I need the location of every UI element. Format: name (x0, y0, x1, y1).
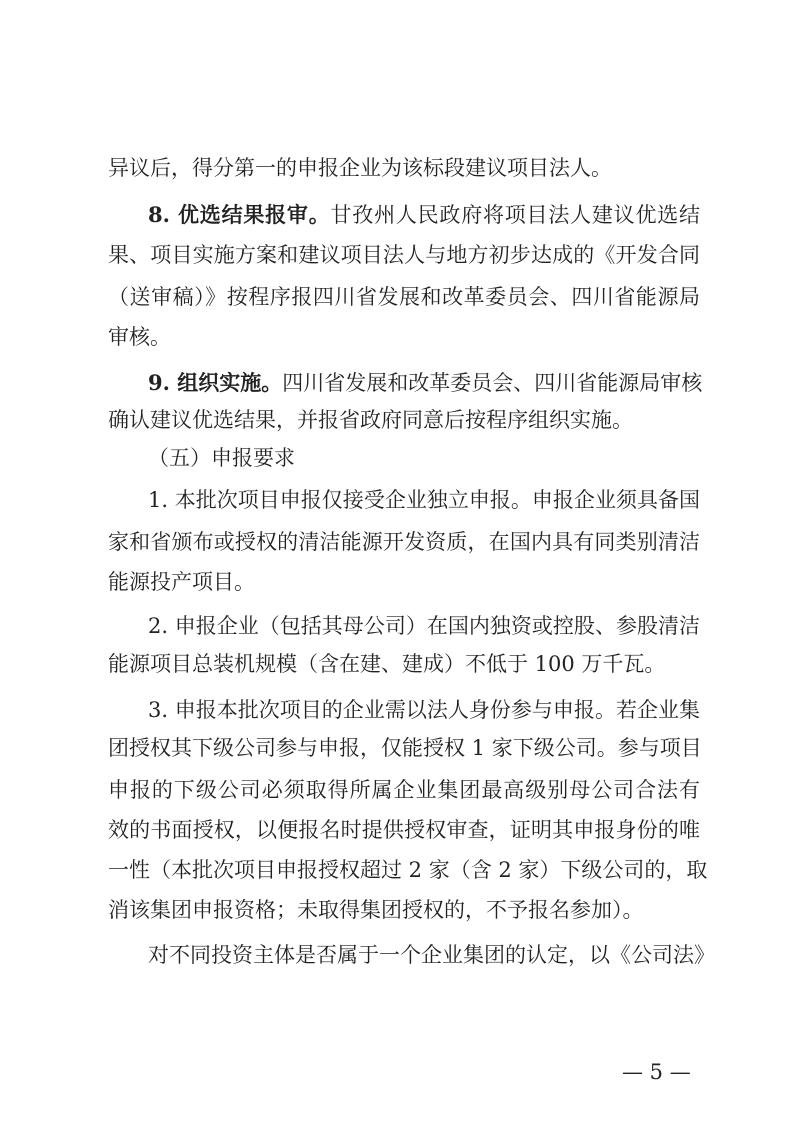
paragraph-line: 3. 申报本批次项目的企业需以法人身份参与申报。若企业集 (148, 698, 700, 722)
section-heading: （五）申报要求 (148, 446, 295, 470)
paragraph-line: 确认建议优选结果，并报省政府同意后按程序组织实施。 (108, 408, 633, 432)
item-9-heading: 9. 组织实施。 (148, 370, 283, 395)
paragraph-line: 消该集团申报资格；未取得集团授权的，不予报名参加）。 (108, 898, 644, 922)
paragraph-line: 团授权其下级公司参与申报，仅能授权 1 家下级公司。参与项目 (108, 736, 702, 760)
paragraph-line: 能源投产项目。 (108, 570, 255, 594)
page-number: — 5 — (622, 1060, 691, 1084)
paragraph-line: 2. 申报企业（包括其母公司）在国内独资或控股、参股清洁 (148, 614, 700, 638)
item-8-heading: 8. 优选结果报审。 (148, 202, 331, 227)
paragraph-line: （送审稿）》按程序报四川省发展和改革委员会、四川省能源局 (108, 285, 700, 309)
paragraph-line: 审核。 (108, 325, 171, 349)
item-9-text: 四川省发展和改革委员会、四川省能源局审核 (282, 371, 703, 395)
paragraph-line: 申报的下级公司必须取得所属企业集团最高级别母公司合法有 (108, 778, 700, 802)
paragraph-line: 对不同投资主体是否属于一个企业集团的认定，以《公司法》 (148, 943, 715, 967)
item-8-text: 甘孜州人民政府将项目法人建议优选结 (330, 203, 701, 227)
item-9-line (148, 369, 703, 397)
paragraph-line: 异议后，得分第一的申报企业为该标段建议项目法人。 (108, 156, 612, 180)
paragraph-line: 果、项目实施方案和建议项目法人与地方初步达成的《开发合同 (108, 243, 700, 267)
paragraph-line: 家和省颁布或授权的清洁能源开发资质，在国内具有同类别清洁 (108, 530, 700, 554)
paragraph-line: 能源项目总装机规模（含在建、建成）不低于 100 万千瓦。 (108, 652, 666, 676)
item-8-line (148, 201, 700, 229)
paragraph-line: 效的书面授权，以便报名时提供授权审查，证明其申报身份的唯 (108, 818, 700, 842)
paragraph-line: 1. 本批次项目申报仅接受企业独立申报。申报企业须具备国 (148, 488, 700, 512)
paragraph-line: 一性（本批次项目申报授权超过 2 家（含 2 家）下级公司的，取 (108, 858, 708, 882)
